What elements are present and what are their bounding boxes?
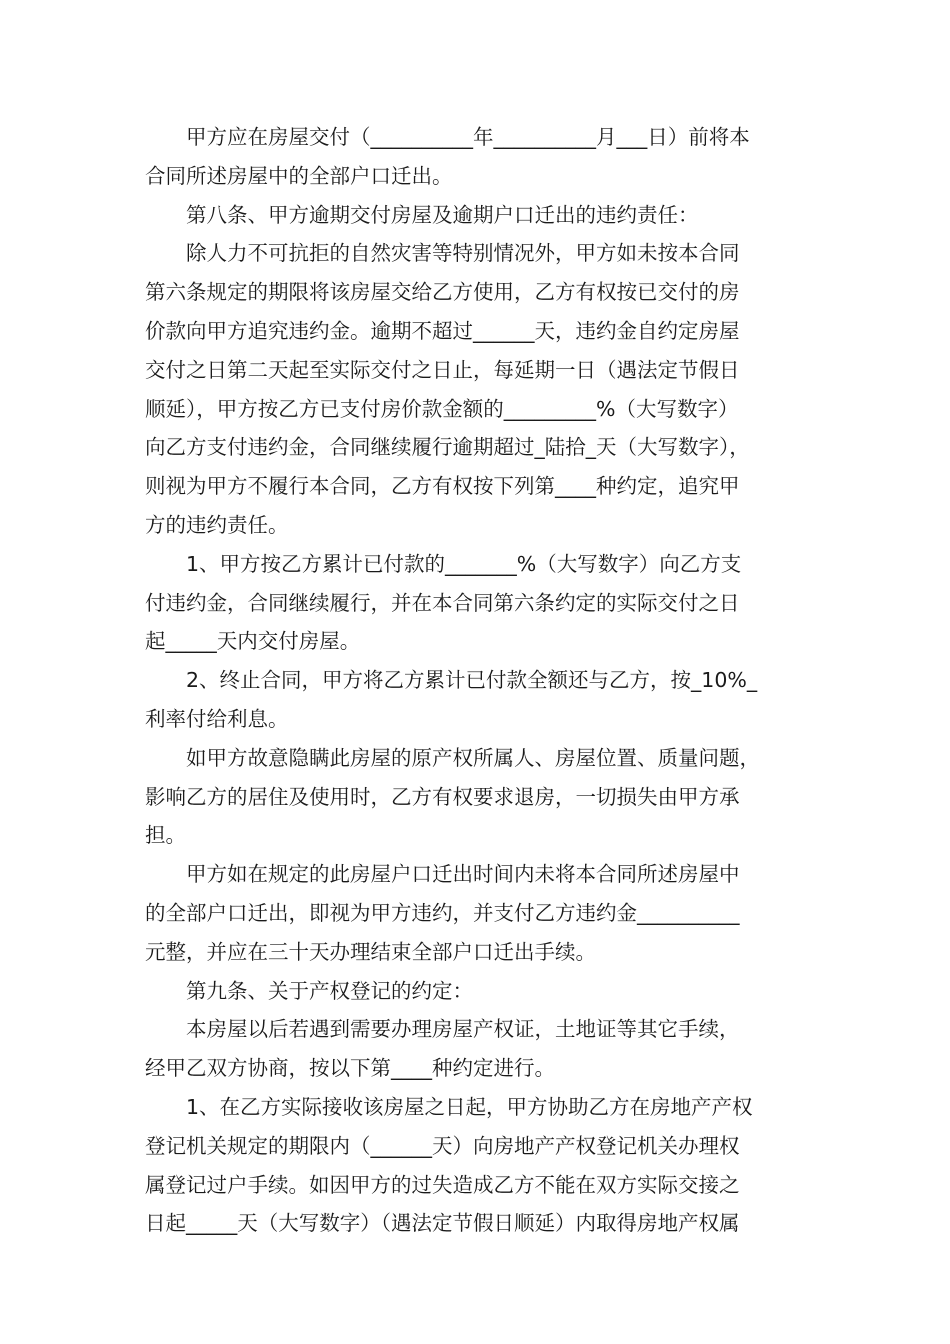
text-line: 影响乙方的居住及使用时，乙方有权要求退房，一切损失由甲方承 bbox=[145, 784, 740, 809]
text-line: 本房屋以后若遇到需要办理房屋产权证，土地证等其它手续， bbox=[186, 1017, 740, 1042]
text-line: 的全部户口迁出，即视为甲方违约，并支付乙方违约金__________ bbox=[145, 900, 740, 925]
text-line: 元整，并应在三十天办理结束全部户口迁出手续。 bbox=[145, 939, 596, 964]
contract-body-text bbox=[145, 118, 825, 1243]
text-line: 起_____天内交付房屋。 bbox=[145, 629, 361, 654]
text-line: 利率付给利息。 bbox=[145, 706, 289, 731]
text-line: 顺延），甲方按乙方已支付房价款金额的_________%（大写数字） bbox=[145, 396, 739, 421]
text-line: 除人力不可抗拒的自然灾害等特别情况外，甲方如未按本合同 bbox=[186, 241, 740, 266]
text-line: 交付之日第二天起至实际交付之日止，每延期一日（遇法定节假日 bbox=[145, 357, 740, 382]
text-line: 1、在乙方实际接收该房屋之日起，甲方协助乙方在房地产产权 bbox=[186, 1094, 753, 1119]
text-line: 第八条、甲方逾期交付房屋及逾期户口迁出的违约责任： bbox=[186, 202, 699, 227]
text-line: 属登记过户手续。如因甲方的过失造成乙方不能在双方实际交接之 bbox=[145, 1172, 740, 1197]
text-line: 登记机关规定的期限内（______天）向房地产产权登记机关办理权 bbox=[145, 1133, 740, 1158]
text-line: 向乙方支付违约金，合同继续履行逾期超过_陆拾_天（大写数字）， bbox=[145, 435, 750, 460]
text-line: 经甲乙双方协商，按以下第____种约定进行。 bbox=[145, 1056, 555, 1081]
text-line: 付违约金，合同继续履行，并在本合同第六条约定的实际交付之日 bbox=[145, 590, 740, 615]
text-line: 价款向甲方追究违约金。逾期不超过______天，违约金自约定房屋 bbox=[145, 318, 740, 343]
text-line: 担。 bbox=[145, 823, 186, 848]
text-line: 2、终止合同，甲方将乙方累计已付款全额还与乙方，按_10%_ bbox=[186, 668, 758, 693]
text-line: 第九条、关于产权登记的约定： bbox=[186, 978, 473, 1003]
text-line: 则视为甲方不履行本合同，乙方有权按下列第____种约定，追究甲 bbox=[145, 474, 740, 499]
text-line: 甲方应在房屋交付（__________年__________月___日）前将本 bbox=[186, 125, 750, 149]
text-line: 如甲方故意隐瞒此房屋的原产权所属人、房屋位置、质量问题， bbox=[186, 745, 760, 770]
text-line: 方的违约责任。 bbox=[145, 512, 289, 537]
text-line: 1、甲方按乙方累计已付款的_______%（大写数字）向乙方支 bbox=[186, 551, 742, 576]
text-line: 合同所述房屋中的全部户口迁出。 bbox=[145, 163, 453, 188]
text-line: 甲方如在规定的此房屋户口迁出时间内未将本合同所述房屋中 bbox=[186, 862, 740, 887]
text-line: 第六条规定的期限将该房屋交给乙方使用，乙方有权按已交付的房 bbox=[145, 280, 740, 305]
text-line: 日起_____天（大写数字）（遇法定节假日顺延）内取得房地产权属 bbox=[145, 1211, 740, 1236]
